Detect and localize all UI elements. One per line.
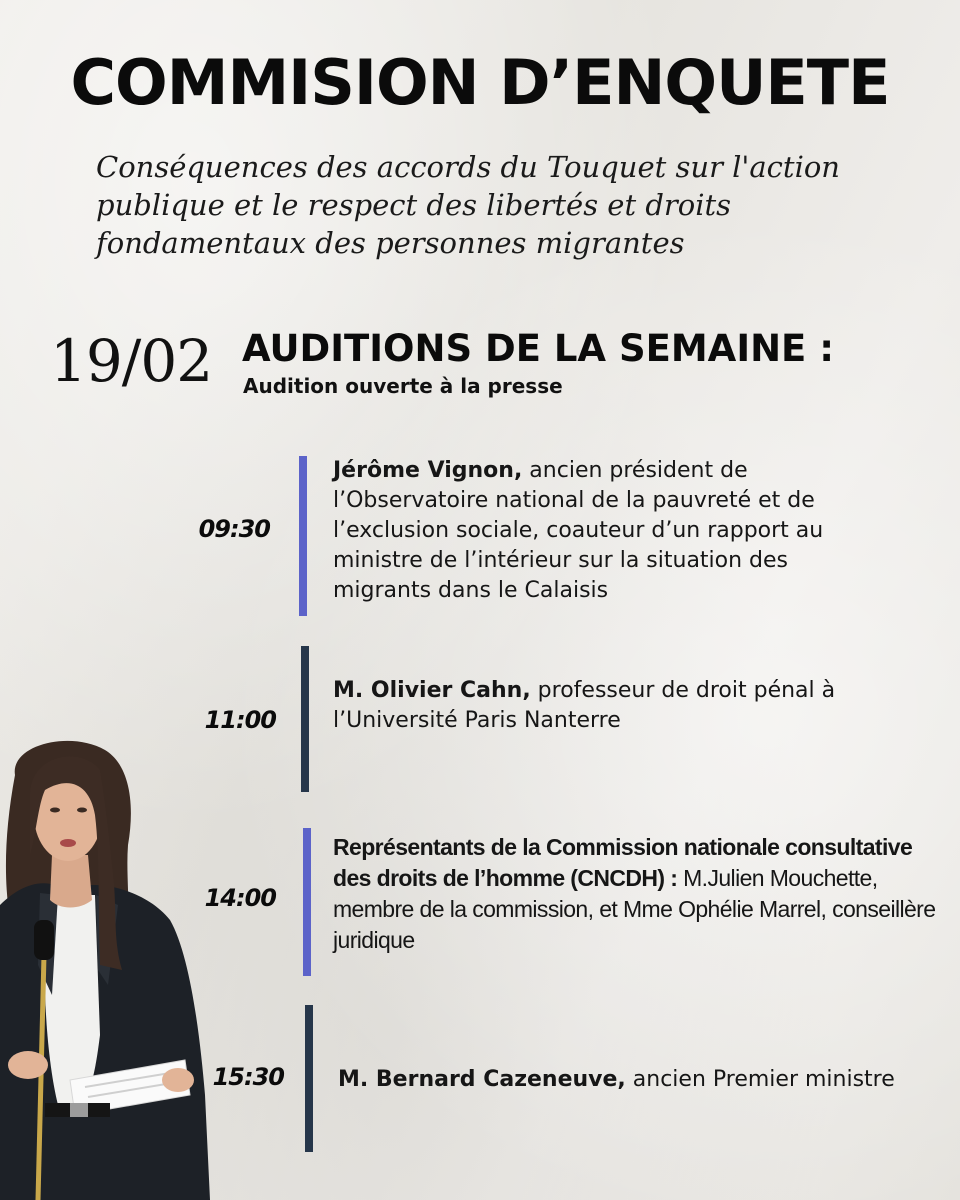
speaker-name-4: M. Bernard Cazeneuve,: [338, 1067, 626, 1092]
time-slot-1: 09:30: [198, 515, 270, 543]
schedule-entry-4: [338, 1065, 938, 1095]
time-slot-2: 11:00: [204, 706, 276, 734]
time-slot-3: 14:00: [204, 884, 276, 912]
week-heading: AUDITIONS DE LA SEMAINE :: [242, 327, 834, 370]
schedule-entry-2: [333, 676, 893, 736]
press-note: Audition ouverte à la presse: [243, 374, 563, 398]
time-slot-4: 15:30: [212, 1063, 284, 1091]
page-title: COMMISION D’ENQUETE: [70, 46, 890, 119]
timeline-bar-2: [301, 646, 309, 792]
speaker-name-1: Jérôme Vignon,: [333, 458, 523, 483]
timeline-bar-3: [303, 828, 311, 976]
speaker-description-3: M.Julien Mouchette, membre de la commission, et Mme Ophélie Marrel, conseillère juridique: [333, 865, 936, 953]
timeline-bar-1: [299, 456, 307, 616]
speaker-name-2: M. Olivier Cahn,: [333, 678, 531, 703]
commission-subtitle: Conséquences des accords du Touquet sur l'action publique et le respect des libertés et droits fondamentaux des personnes migrantes: [96, 150, 840, 260]
speaker-photo: [0, 735, 210, 1200]
schedule-entry-1: [333, 456, 873, 606]
timeline-bar-4: [305, 1005, 313, 1152]
speaker-name-3: Représentants de la Commission nationale consultative des droits de l’homme (CNCDH) :: [333, 834, 913, 891]
speaker-description-2: professeur de droit pénal à l’Université Paris Nanterre: [333, 678, 836, 733]
session-date: 19/02: [50, 327, 213, 395]
schedule-entry-3: [333, 832, 948, 956]
speaker-description-4: ancien Premier ministre: [625, 1067, 895, 1092]
speaker-description-1: ancien président de l’Observatoire national de la pauvreté et de l’exclusion sociale, coauteur d’un rapport au ministre de l’intérieur sur la situation des migrants dans le Calaisis: [333, 458, 824, 603]
